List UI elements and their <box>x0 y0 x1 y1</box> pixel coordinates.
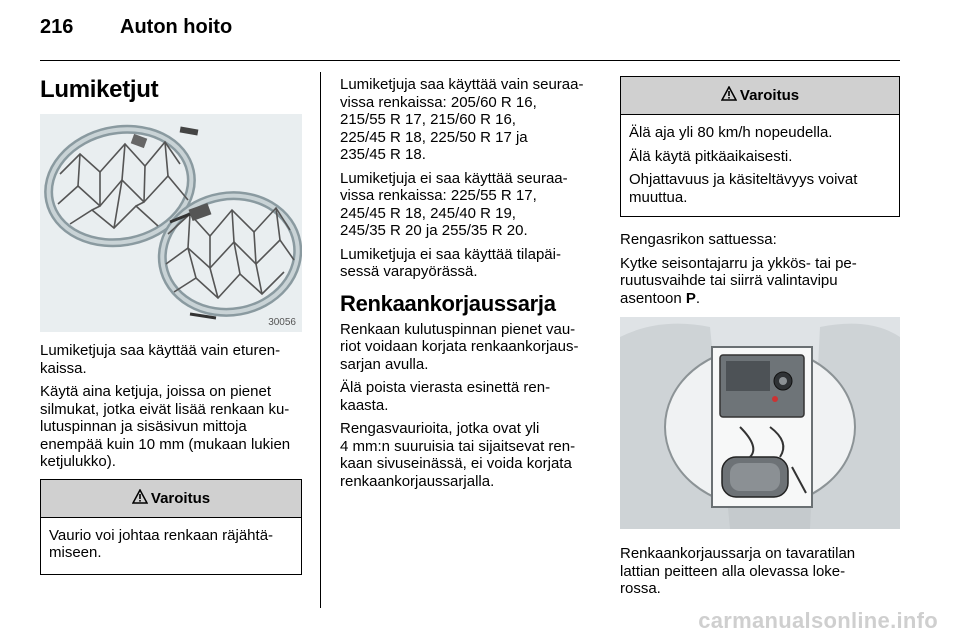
chapter-title: Auton hoito <box>120 16 233 38</box>
warning-body <box>41 518 301 574</box>
warning-header <box>41 480 301 518</box>
paragraph-gear <box>620 255 900 308</box>
watermark: carmanualsonline.info <box>698 608 938 633</box>
warning-text: Vaurio voi johtaa renkaan räjähtä- miseen. <box>49 526 274 561</box>
snow-chains-illustration <box>40 114 302 332</box>
page-number: 216 <box>40 16 74 38</box>
warning-text: Ohjattavuus ja käsiteltävyys voivat muuttua. <box>629 171 858 206</box>
gear-position-letter: P <box>685 289 696 307</box>
column-right <box>620 76 900 604</box>
paragraph: Lumiketjuja saa käyttää vain seuraa- vissa renkaissa: 205/60 R 16, 215/55 R 17, 215/60 R 16, 225/45 R 18, 225/50 R 17 ja 235/45 R 18. <box>340 76 584 163</box>
warning-body <box>621 115 899 216</box>
section-title-repair-kit: Renkaankorjaussarja <box>340 290 556 316</box>
figure-number: 30056 <box>268 317 296 328</box>
paragraph-text: Kytke seisontajarru ja ykkös- tai pe- ruutusvaihde tai siirrä valintavipu asentoon <box>620 254 857 307</box>
column-left <box>40 76 302 585</box>
paragraph: Lumiketjuja ei saa käyttää seuraa- vissa renkaissa: 225/55 R 17, 245/45 R 18, 245/40 R 19, 245/35 R 20 ja 255/35 R 20. <box>340 169 568 239</box>
column-divider <box>320 72 321 608</box>
warning-box <box>620 76 900 217</box>
punctuation: . <box>695 289 701 307</box>
warning-heading: Varoitus <box>150 489 211 507</box>
paragraph: Lumiketjuja ei saa käyttää tilapäi- sessä varapyörässä. <box>340 245 561 280</box>
warning-text: Älä aja yli 80 km/h nopeudella. <box>629 124 833 141</box>
paragraph: Lumiketjuja saa käyttää vain eturen- kaissa. <box>40 342 281 377</box>
column-middle <box>340 76 602 496</box>
warning-header <box>621 77 899 115</box>
warning-text: Älä käytä pitkäaikaisesti. <box>629 147 793 165</box>
page-header <box>40 16 232 46</box>
paragraph: Käytä aina ketjuja, joissa on pienet silmukat, jotka eivät lisää renkaan ku- lutuspinnan ja sisäsivun mittoja enempää kuin 10 mm (mukaan lukien ketjulukko). <box>40 383 291 470</box>
warning-triangle-icon <box>721 86 737 105</box>
repair-kit-drawing <box>620 317 900 529</box>
section-title-snow-chains: Lumiketjut <box>40 76 159 103</box>
figure-caption: Renkaankorjaussarja on tavaratilan lattian peitteen alla olevassa loke- rossa. <box>620 545 856 597</box>
paragraph: Rengasvaurioita, jotka ovat yli 4 mm:n suuruisia tai sijaitsevat ren- kaan sivuseinässä, ei voida korjata renkaankorjaussarjalla. <box>340 420 576 490</box>
paragraph: Renkaan kulutuspinnan pienet vau- riot voidaan korjata renkaankorjaus- sarjan avulla. <box>340 320 579 373</box>
repair-kit-illustration <box>620 317 900 529</box>
paragraph: Älä poista vierasta esinettä ren- kaasta. <box>340 379 551 414</box>
warning-box <box>40 479 302 575</box>
warning-triangle-icon <box>132 489 148 508</box>
warning-heading: Varoitus <box>739 87 800 104</box>
header-rule <box>40 60 900 61</box>
snow-chains-drawing <box>40 114 302 332</box>
paragraph: Rengasrikon sattuessa: <box>620 231 777 248</box>
